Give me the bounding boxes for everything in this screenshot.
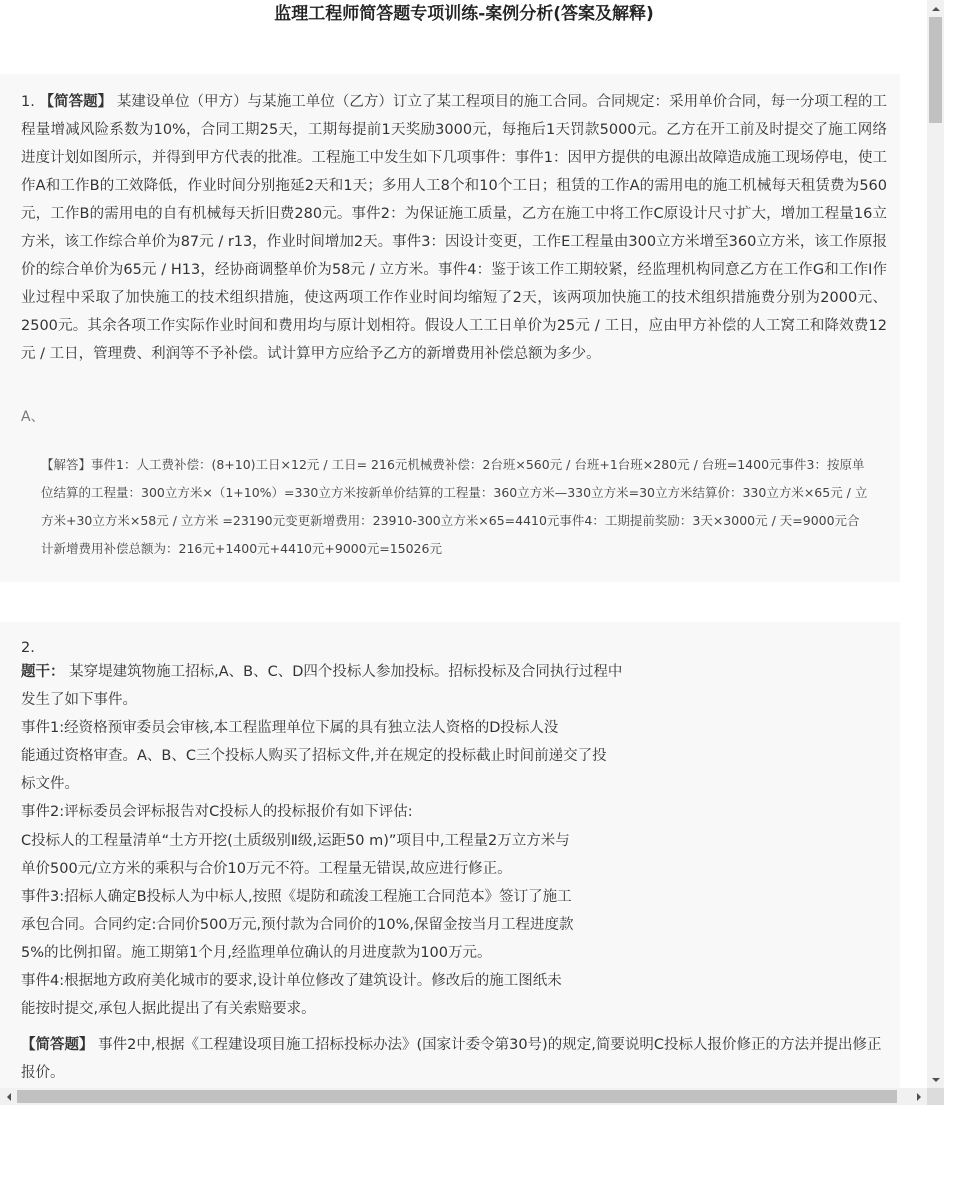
stem-line: 事件2:评标委员会评标报告对C投标人的投标报价有如下评估: [21,804,413,821]
stem-line: 发生了如下事件。 [21,692,137,709]
question-1-tag: 【简答题】 [39,94,113,110]
question-2-number: 2. [21,640,35,656]
page-title: 监理工程师简答题专项训练-案例分析(答案及解释) [274,4,654,24]
stem-line: 事件1:经资格预审委员会审核,本工程监理单位下属的具有独立法人资格的D投标人没 [21,720,559,737]
stem-line: 单价500元/立方米的乘积与合价10万元不符。工程量无错误,故应进行修正。 [21,860,512,877]
question-2-prompt [21,1031,887,1087]
stem-line: 标文件。 [21,776,79,793]
question-1-text: 某建设单位（甲方）与某施工单位（乙方）订立了某工程项目的施工合同。合同规定：采用单价合同，每一分项工程的工程量增减风险系数为10%，合同工期25天，工期每提前1天奖励3000元，每拖后1天罚款5000元。乙方在开工前及时提交了施工网络进度计划如图所示，并得到甲方代表的批准。工程施工中发生如下几项事件：事件1：因甲方提供的电源出故障造成施工现场停电，使工作A和工作B的工效降低，作业时间分别拖延2天和1天；多用人工8个和10个工日；租赁的工作A的需用电的施工机械每天租赁费为560元，工作B的需用电的自有机械每天折旧费280元。事件2：为保证施工质量，乙方在施工中将工作C原设计尺寸扩大，增加工程量16立方米，该工作综合单价为87元 / r13，作业时间增加2天。事件3：因设计变更，工作E工程量由300立方米增至360立方米，该工作原报价的综合单价为65元 / H13，经协商调整单价为58元 / 立方米。事件4：鉴于该工作工期较紧，经监理机构同意乙方在工作G和工作I作业过程中采取了加快施工的技术组织措施，使这两项工作作业时间均缩短了2天，该两项加快施工的技术组织措施费分别为2000元、2500元。其余各项工作实际作业时间和费用均与原计划相符。假设人工工日单价为25元 / 工日，应由甲方补偿的人工窝工和降效费12元 / 工日，管理费、利润等不予补偿。试计算甲方应给予乙方的新增费用补偿总额为多少。 [21,94,888,362]
question-1-body [21,88,887,368]
vertical-scrollbar[interactable] [927,0,944,1088]
stem-label: 题干： [21,664,65,680]
stem-first-line: 某穿堤建筑物施工招标,A、B、C、D四个投标人参加投标。招标投标及合同执行过程中 [69,664,623,680]
scroll-right-arrow-icon[interactable] [910,1088,927,1105]
vertical-scroll-thumb[interactable] [929,17,942,123]
option-a[interactable]: A、 [21,409,45,425]
question-1-number: 1. [21,94,35,110]
scrollbar-corner [927,1088,944,1105]
scroll-down-arrow-icon[interactable] [927,1071,944,1088]
question-2-text: 事件2中,根据《工程建设项目施工招标投标办法》(国家计委令第30号)的规定,简要说明C投标人报价修正的方法并提出修正报价。 [21,1037,882,1081]
answer-tag: 【解答】 [41,457,92,472]
answer-block [41,451,871,563]
stem-line: 能按时提交,承包人据此提出了有关索赔要求。 [21,1001,316,1018]
stem-line: 事件3:招标人确定B投标人为中标人,按照《堤防和疏浚工程施工合同范本》签订了施工 [21,888,572,905]
stem-line: 事件4:根据地方政府美化城市的要求,设计单位修改了建筑设计。修改后的施工图纸未 [21,973,562,990]
horizontal-scrollbar[interactable] [0,1088,927,1105]
answer-text: 事件1：人工费补偿：(8+10)工日×12元 / 工日= 216元机械费补偿：2台班×560元 / 台班+1台班×280元 / 台班=1400元事件3：按原单位结算的工程量：300立方米×（1+10%）=330立方米按新单价结算的工程量：360立方米—330立方米=30立方米结算价：330立方米×65元 / 立方米+30立方米×58元 / 立方米 =23190元变更新增费用：23910-300立方米×65=4410元事件4：工期提前奖励：3天×3000元 / 天=9000元合计新增费用补偿总额为：216元+1400元+4410元+9000元=15026元 [41,457,868,556]
stem-line: 承包合同。合同约定:合同价500万元,预付款为合同价的10%,保留金按当月工程进度款 [21,916,574,933]
question-card-2 [0,622,900,1092]
question-2-stem [21,658,701,1023]
scroll-left-arrow-icon[interactable] [0,1088,17,1105]
question-card-1 [0,74,900,582]
stem-line [21,658,701,686]
stem-line: C投标人的工程量清单“土方开挖(土质级别Ⅱ级,运距50 m)”项目中,工程量2万立方米与 [21,832,570,849]
scroll-up-arrow-icon[interactable] [927,0,944,17]
stem-line: 能通过资格审查。A、B、C三个投标人购买了招标文件,并在规定的投标截止时间前递交了投 [21,748,607,765]
question-2-tag: 【简答题】 [21,1037,94,1053]
stem-line: 5%的比例扣留。施工期第1个月,经监理单位确认的月进度款为100万元。 [21,944,492,961]
horizontal-scroll-thumb[interactable] [17,1090,897,1103]
